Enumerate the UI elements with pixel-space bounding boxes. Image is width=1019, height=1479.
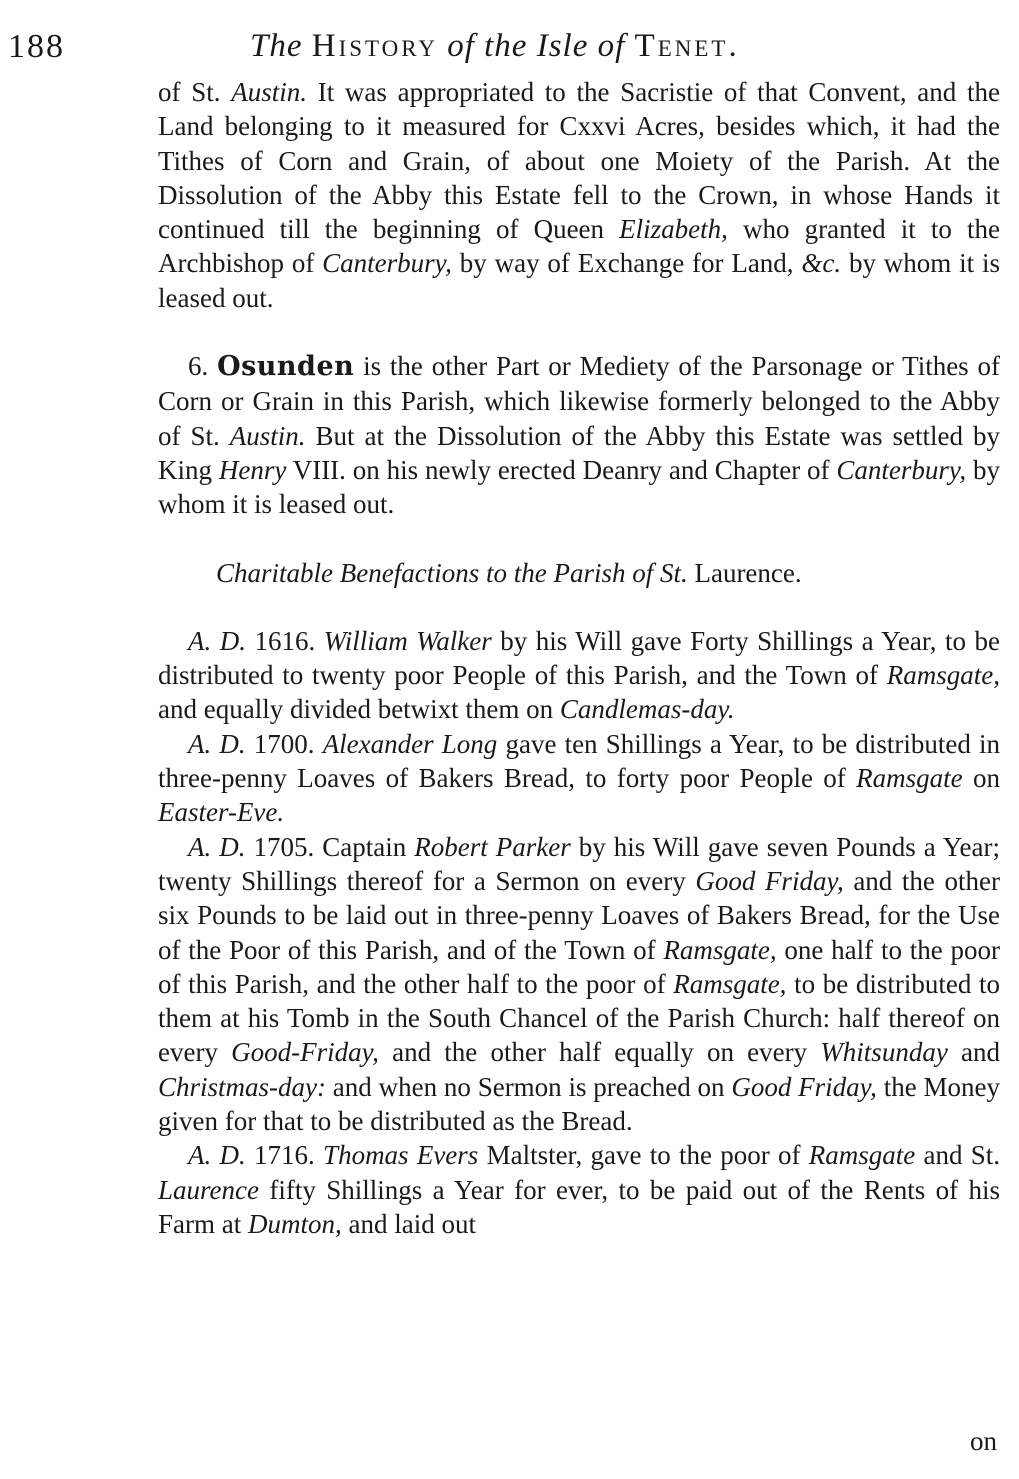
paragraph-osunden-text: is the other Part or Mediety of the Parsonage or Tithes of Corn or Grain in this Parish, which likewise formerly belonged to the Abby of St. Austin. But at the Dissolution of the Abby this Estate was settled by King Henry VIII. on his newly erected Deanry and Chapter of Canterbury, by whom it is leased out.: [158, 351, 1001, 520]
benefaction-entry-1716: A. D. 1716. Thomas Evers Maltster, gave to the poor of Ramsgate and St. Laurence fifty Shillings a Year for ever, to be paid out of the Rents of his Farm at Dumton, and laid out: [158, 1140, 1000, 1239]
italic-run: Good-Friday,: [231, 1037, 379, 1068]
benefaction-list: [158, 624, 1000, 1241]
italic-run: Austin.: [231, 77, 307, 107]
running-title-isle: of the Isle of: [437, 28, 635, 64]
italic-run: Canterbury,: [322, 248, 452, 279]
catchword: on: [970, 1426, 997, 1456]
italic-run: Alexander Long: [322, 728, 498, 759]
running-title-tenet: Tenet.: [634, 28, 740, 64]
italic-run: A. D.: [188, 831, 246, 862]
italic-run: Elizabeth,: [619, 214, 728, 245]
section-title-italic: Charitable Benefactions to the Parish of St.: [216, 557, 695, 588]
place-name-osunden: Osunden: [217, 351, 355, 383]
running-title: [250, 28, 740, 65]
paragraph-osunden: [158, 349, 1000, 521]
benefaction-entry-1700: A. D. 1700. Alexander Long gave ten Shillings a Year, to be distributed in three-penny Loaves of Bakers Bread, to forty poor People of Ramsgate on Easter-Eve.: [158, 728, 1001, 828]
italic-run: Christmas-day:: [158, 1071, 326, 1102]
italic-run: A. D.: [188, 625, 246, 656]
italic-run: Laurence: [158, 1174, 259, 1205]
italic-run: Ramsgate,: [886, 660, 1000, 691]
italic-run: A. D.: [188, 1140, 246, 1171]
italic-run: Ramsgate: [808, 1140, 916, 1171]
benefaction-entry-1616: A. D. 1616. William Walker by his Will gave Forty Shillings a Year, to be distributed to twenty poor People of this Parish, and the Town of Ramsgate, and equally divided betwixt them on Candlemas-day.: [158, 625, 1001, 725]
paragraph-gap: [158, 590, 1000, 624]
italic-run: Austin.: [229, 420, 306, 451]
benefaction-entry-1705: A. D. 1705. Captain Robert Parker by his Will gave seven Pounds a Year; twenty Shillings thereof for a Sermon on every Good Friday, and the other six Pounds to be laid out in three-penny Loaves of Bakers Bread, for the Use of the Poor of this Parish, and of the Town of Ramsgate, one half to the poor of this Parish, and the other half to the poor of Ramsgate, to be distributed to them at his Tomb in the South Chancel of the Parish Church: half thereof on every Good-Friday, and the other half equally on every Whitsunday and Christmas-day: and when no Sermon is preached on Good Friday, the Money given for that to be distributed as the Bread.: [158, 831, 1001, 1137]
paragraph-gap: [158, 522, 1000, 556]
italic-run: Good Friday,: [695, 865, 844, 896]
paragraph-gap: [158, 315, 1000, 349]
italic-run: Ramsgate,: [673, 968, 787, 999]
page-number: 188: [8, 28, 65, 65]
italic-run: Easter-Eve.: [158, 797, 285, 828]
running-title-the: The: [250, 28, 312, 64]
italic-run: Dumton,: [247, 1208, 342, 1239]
paragraph-number: 6.: [188, 351, 218, 382]
section-title-roman: Laurence.: [694, 557, 802, 588]
paragraph-austin: of St. Austin. It was appropriated to the Sacristie of that Convent, and the Land belonging to it measured for Cxxvi Acres, besides which, it had the Tithes of Corn and Grain, of about one Moiety of the Parish. At the Dissolution of the Abby this Estate fell to the Crown, in whose Hands it continued till the beginning of Queen Elizabeth, who granted it to the Archbishop of Canterbury, by way of Exchange for Land, &c. by whom it is leased out.: [158, 77, 1001, 313]
running-head: [0, 22, 1019, 72]
italic-run: A. D.: [188, 728, 246, 759]
italic-run: Canterbury,: [836, 454, 967, 485]
running-title-history: History: [311, 28, 438, 64]
italic-run: Whitsunday: [820, 1037, 948, 1068]
italic-run: Ramsgate: [856, 763, 963, 794]
italic-run: Henry: [218, 454, 287, 485]
italic-run: Thomas Evers: [323, 1140, 479, 1171]
italic-run: Robert Parker: [414, 831, 571, 862]
italic-run: &c.: [801, 248, 842, 279]
italic-run: William Walker: [323, 625, 492, 656]
italic-run: Candlemas-day.: [559, 694, 735, 725]
body-text: [158, 75, 1000, 1241]
section-title: [158, 556, 1000, 590]
italic-run: Ramsgate,: [663, 934, 777, 965]
italic-run: Good Friday,: [731, 1071, 877, 1102]
